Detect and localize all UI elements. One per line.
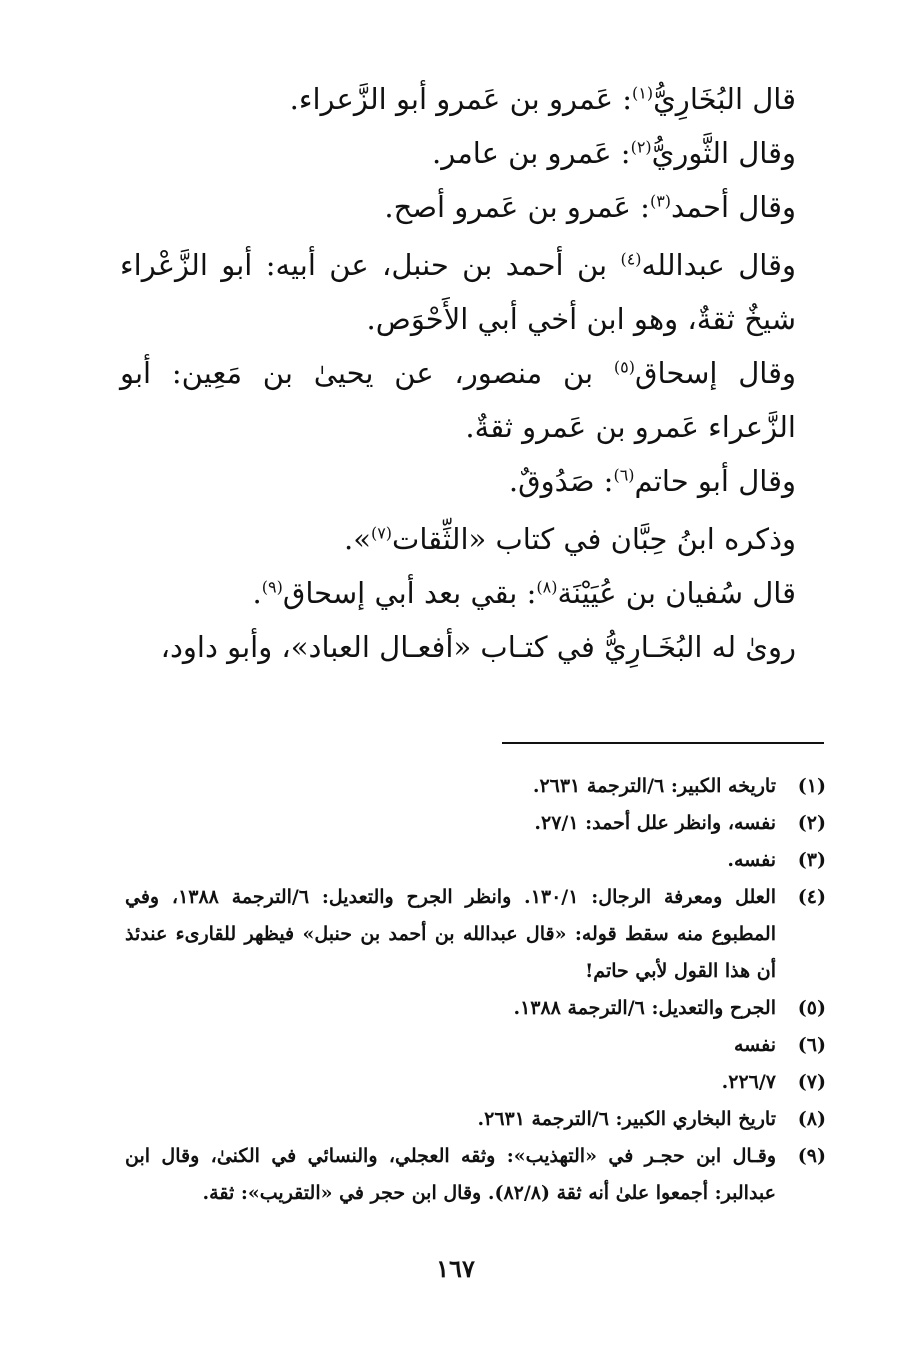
footnote-number: (٤)	[797, 886, 826, 908]
text-segment: بن منصور، عن يحيىٰ بن مَعِين: أبو الزَّعراء عَمرو بن عَمرو ثقةٌ.	[120, 356, 796, 444]
paragraph-ibn-hibban	[120, 512, 826, 566]
footnote-ref-9: (٩)	[261, 577, 283, 597]
paragraph-rawa: روىٰ له البُخَـارِيُّ في كتـاب «أفعـال العباد»، وأبو داود،	[160, 630, 796, 664]
text-segment: وقال الثَّوريُّ	[651, 136, 796, 170]
text-segment: وقال أحمد	[671, 190, 796, 224]
paragraph-thawri	[120, 126, 826, 180]
footnote	[125, 879, 826, 990]
footnote-ref-5: (٥)	[613, 357, 636, 377]
footnote-ref-4: (٤)	[620, 249, 642, 269]
footnote-number: (٧)	[797, 1071, 826, 1093]
text-segment: وقال إسحاق	[635, 356, 796, 390]
footnote-number: (٨)	[797, 1108, 826, 1130]
main-text	[120, 72, 826, 674]
text-segment: : صَدُوقٌ.	[508, 464, 614, 498]
paragraph-bukhari	[120, 72, 826, 126]
footnote-ref-3: (٣)	[649, 191, 672, 211]
text-segment: وقال عبدالله	[641, 248, 796, 282]
text-segment: : عَمرو بن عامر.	[432, 136, 631, 170]
footnote-text: وقـال ابن حجـر في «التهذيب»: وثقه العجلي، والنسائي في الكنىٰ، وقال ابن عبدالبر: أجمعوا علىٰ أنه ثقة (٨٢/٨). وقال ابن حجر في «التقريب»: ثقة.	[125, 1145, 776, 1204]
text-segment: وقال أبو حاتم	[634, 464, 796, 498]
footnote	[125, 1138, 826, 1212]
footnote-ref-2: (٢)	[630, 137, 652, 157]
footnote-ref-7: (٧)	[370, 523, 393, 543]
footnote-text: العلل ومعرفة الرجال: ١٣٠/١. وانظر الجرح والتعديل: ٦/الترجمة ١٣٨٨، وفي المطبوع منه سقط قوله: «قال عبدالله بن أحمد بن حنبل» فيظهر للقارىء عندئذ أن هذا القول لأبي حاتم!	[125, 886, 777, 982]
footnote	[125, 990, 826, 1027]
footnote-number: (٩)	[797, 1145, 826, 1167]
footnote-number: (٢)	[797, 812, 826, 834]
footnote-text: نفسه.	[727, 849, 776, 871]
footnote-ref-6: (٦)	[613, 465, 635, 485]
footnote-text: الجرح والتعديل: ٦/الترجمة ١٣٨٨.	[513, 997, 776, 1019]
footnotes	[125, 768, 826, 1212]
footnote-ref-8: (٨)	[536, 577, 558, 597]
paragraph-abdullah	[120, 238, 826, 346]
footnote-text: تاريخ البخاري الكبير: ٦/الترجمة ٢٦٣١.	[477, 1108, 776, 1130]
footnote-number: (١)	[797, 775, 826, 797]
footnote-text: نفسه	[733, 1034, 776, 1056]
text-segment: بن أحمد بن حنبل، عن أبيه: أبو الزَّعْراء شيخٌ ثقةٌ، وهو ابن أخي أبي الأَحْوَص.	[120, 248, 796, 336]
paragraph-ishaq	[120, 346, 826, 454]
text-segment: وذكره ابنُ حِبَّان في كتاب «الثِّقات	[392, 522, 796, 556]
footnote-ref-1: (١)	[632, 83, 654, 103]
footnote	[125, 1064, 826, 1101]
footnote	[125, 1027, 826, 1064]
paragraph-ahmad	[120, 180, 826, 234]
text-segment: قال البُخَارِيُّ	[653, 82, 796, 116]
text-segment: : عَمرو بن عَمرو أبو الزَّعراء.	[289, 82, 633, 116]
footnote-text: نفسه، وانظر علل أحمد: ٢٧/١.	[534, 812, 776, 834]
paragraph-sufyan	[120, 566, 826, 620]
footnote-number: (٥)	[797, 997, 826, 1019]
footnote	[125, 1101, 826, 1138]
text-segment: قال سُفيان بن عُيَيْنَة	[557, 576, 796, 610]
footnote-number: (٦)	[797, 1034, 826, 1056]
page-number: ١٦٧	[436, 1254, 475, 1283]
text-segment: : عَمرو بن عَمرو أصح.	[384, 190, 650, 224]
footnote-number: (٣)	[797, 849, 826, 871]
text-segment: ».	[343, 522, 371, 556]
footnote	[125, 768, 826, 805]
text-segment: .	[252, 576, 262, 610]
paragraph-abu-hatim	[120, 454, 826, 508]
footnote-divider	[502, 742, 824, 744]
footnote	[125, 842, 826, 879]
footnote-text: تاريخه الكبير: ٦/الترجمة ٢٦٣١.	[532, 775, 776, 797]
footnote-text: ٢٢٦/٧.	[721, 1071, 776, 1093]
text-segment: : بقي بعد أبي إسحاق	[282, 576, 537, 610]
footnote	[125, 805, 826, 842]
